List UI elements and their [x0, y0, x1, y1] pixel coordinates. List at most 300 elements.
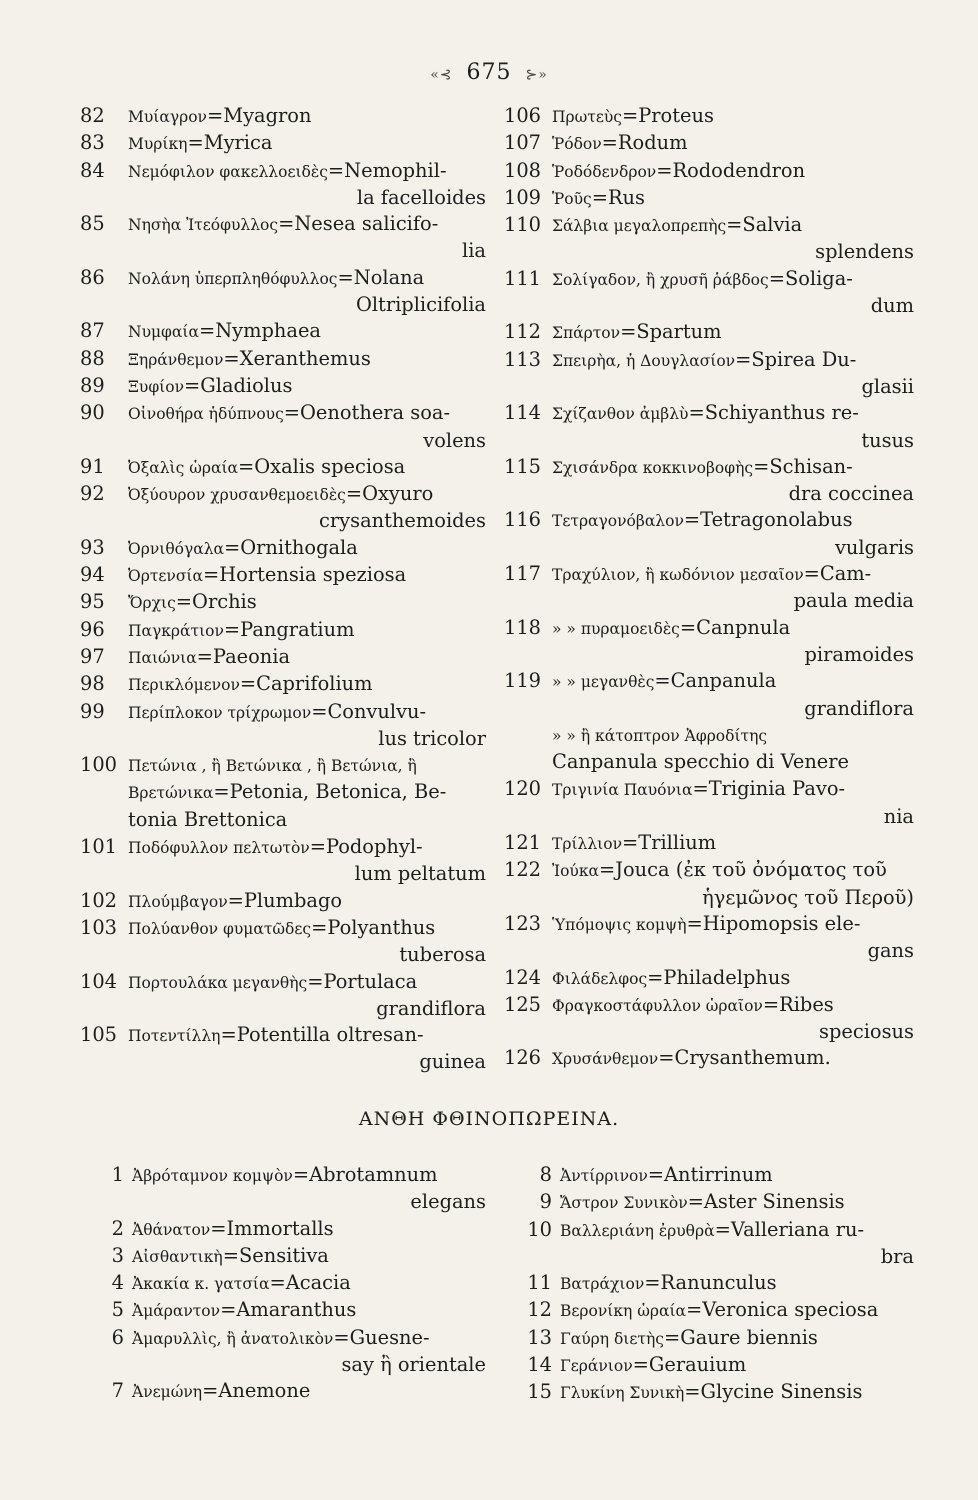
greek-name: Ῥοῦς: [552, 189, 592, 208]
entry-text: [128, 400, 486, 427]
entry-number: 102: [80, 888, 118, 912]
greek-name: Ἀμαρυλλὶς, ἢ ἀνατολικὸν: [132, 1329, 334, 1348]
latin-name: Anemone: [218, 1379, 311, 1403]
entry-number: 87: [80, 319, 105, 343]
latin-name: Cam-: [819, 562, 872, 586]
entry-text: [552, 911, 914, 938]
entry-number: 5: [111, 1298, 124, 1322]
entry-text: [128, 454, 486, 481]
greek-name: Παιώνια: [128, 648, 197, 667]
entry-text: [128, 779, 486, 806]
entry-continuation: dra coccinea: [788, 482, 914, 506]
entry-number: 118: [504, 615, 542, 639]
entry-text: [560, 1217, 914, 1244]
list-item: [504, 722, 914, 749]
greek-name: Ῥόδον: [552, 135, 602, 154]
entry-continuation: volens: [423, 428, 486, 452]
latin-name: Portulaca: [323, 969, 418, 993]
list-item: [80, 888, 486, 915]
latin-name: Myagron: [223, 104, 312, 127]
entry-continuation: glasii: [861, 374, 914, 398]
equals-sign: =: [223, 617, 241, 641]
list-item: [80, 562, 486, 589]
greek-name: Σπειρὴα, ἡ Δουγλασίον: [552, 351, 736, 370]
entry-continuation: tuberosa: [399, 943, 486, 967]
entry-number: 2: [111, 1216, 124, 1240]
greek-name: Νολάνη ὑπερπληθόφυλλος: [128, 269, 338, 288]
entry-text: [128, 834, 486, 861]
latin-name: Philadelphus: [663, 965, 791, 989]
list-item: [80, 969, 486, 996]
list-item: [80, 1216, 486, 1243]
entry-continuation: gans: [867, 939, 914, 963]
latin-name: Glycine Sinensis: [700, 1380, 863, 1404]
latin-name: Triginia Pavo-: [708, 777, 846, 801]
list-item: [80, 158, 486, 185]
entry-text: [128, 671, 486, 698]
greek-name: Ξηράνθεμον: [128, 350, 224, 369]
latin-name: Hipomopsis ele-: [702, 911, 861, 935]
equals-sign: =: [202, 563, 220, 587]
latin-name: Spirea Du-: [751, 347, 857, 371]
latin-name: Gerauium: [648, 1353, 747, 1377]
entry-number: 93: [80, 535, 105, 559]
equals-sign: =: [311, 915, 328, 939]
list-item: [80, 535, 486, 562]
latin-name: Oenothera soa-: [300, 401, 451, 425]
list-item: [80, 1378, 486, 1405]
entry-text: [560, 1297, 914, 1324]
list-item: [504, 103, 914, 130]
equals-sign: =: [337, 265, 354, 289]
entry-text: [128, 807, 486, 834]
latin-name: Rododendron: [672, 158, 806, 182]
autumn-right-column: [508, 1162, 914, 1407]
latin-name: Ornithogala: [240, 535, 358, 559]
greek-name: Νησὴα Ἰτεόφυλλος: [128, 216, 279, 235]
greek-name: » » ἢ κάτοπτρον Ἀφροδίτης: [552, 726, 768, 745]
equals-sign: =: [753, 454, 770, 478]
entry-text: [560, 1270, 914, 1297]
entry-text: [128, 158, 486, 185]
ornament-right: ⊱»: [525, 67, 548, 83]
entry-number: 92: [80, 482, 105, 506]
entry-number: [504, 749, 552, 776]
list-item: [80, 265, 486, 292]
equals-sign: =: [307, 969, 324, 993]
equals-sign: =: [684, 1380, 701, 1404]
list-item: [504, 158, 914, 185]
latin-name: Jouca (ἐκ τοῦ ὀνόματος τοῦ: [615, 858, 887, 882]
list-item: [80, 779, 486, 806]
equals-sign: =: [202, 1379, 219, 1403]
entry-text: [552, 749, 914, 776]
entry-text: [132, 1378, 486, 1405]
equals-sign: =: [735, 347, 752, 371]
latin-name: Gaure biennis: [680, 1325, 818, 1349]
greek-name: Ἀθάνατον: [132, 1220, 211, 1239]
entry-number: 15: [527, 1380, 552, 1404]
latin-name: Soliga-: [784, 266, 853, 290]
greek-name: Περικλόμενον: [128, 676, 240, 695]
entry-text: [132, 1243, 486, 1270]
greek-name: Φιλάδελφος: [552, 969, 648, 988]
entry-number: 7: [111, 1379, 124, 1403]
entry-number: 123: [504, 911, 542, 935]
entry-number: 91: [80, 454, 105, 478]
latin-name: Salvia: [742, 213, 803, 237]
list-item: [80, 834, 486, 861]
entry-number: 9: [539, 1190, 552, 1214]
entry-number: 113: [504, 347, 542, 371]
equals-sign: =: [237, 454, 255, 478]
equals-sign: =: [223, 346, 240, 370]
entry-continuation: lus tricolor: [378, 726, 486, 750]
greek-name: » » πυραμοειδὲς: [552, 619, 680, 638]
equals-sign: =: [803, 562, 820, 586]
greek-name: Ποτεντίλλη: [128, 1027, 221, 1046]
list-item: [80, 1325, 486, 1352]
list-item: [508, 1217, 914, 1244]
list-item: [504, 507, 914, 534]
list-item: [504, 347, 914, 374]
equals-sign: =: [622, 831, 639, 855]
entry-continuation: guinea: [419, 1050, 486, 1074]
entry-number: 83: [80, 131, 105, 155]
list-item: [80, 617, 486, 644]
entry-number: 100: [80, 753, 118, 777]
greek-name: Βερονίκη ὡραία: [560, 1302, 687, 1321]
equals-sign: =: [692, 777, 709, 801]
latin-name: Pangratium: [240, 617, 355, 641]
greek-name: Περίπλοκον τρίχρωμον: [128, 703, 312, 722]
entry-text: [552, 965, 914, 992]
list-item: [508, 1379, 914, 1406]
entry-number: 124: [504, 965, 542, 989]
greek-name: Βατράχιον: [560, 1275, 645, 1294]
entry-text: [132, 1325, 486, 1352]
latin-name: Nolana: [353, 265, 425, 289]
equals-sign: =: [278, 212, 295, 236]
entry-text: [552, 857, 914, 884]
equals-sign: =: [239, 672, 257, 696]
right-column: [504, 103, 914, 1073]
equals-sign: =: [345, 482, 363, 506]
latin-name: Nemophil-: [344, 158, 447, 182]
list-item: [504, 185, 914, 212]
equals-sign: =: [663, 1325, 681, 1349]
entry-continuation: crysanthemoides: [319, 509, 486, 533]
entry-number: 110: [504, 213, 542, 237]
list-item: [504, 857, 914, 884]
latin-name: Proteus: [638, 104, 714, 127]
list-item: [508, 1297, 914, 1324]
latin-name: Sensitiva: [238, 1243, 329, 1267]
entry-number: 89: [80, 373, 105, 397]
equals-sign: =: [714, 1217, 731, 1241]
entry-continuation: say ἢ orientale: [341, 1353, 486, 1377]
greek-name: Πρωτεὺς: [552, 108, 622, 126]
entry-continuation: piramoides: [804, 642, 914, 666]
entry-continuation: speciosus: [819, 1020, 914, 1044]
entry-text: [552, 400, 914, 427]
entry-text: [552, 454, 914, 481]
equals-sign: =: [644, 1271, 661, 1295]
list-item: [504, 319, 914, 346]
list-item: [504, 776, 914, 803]
entry-continuation: la facelloides: [356, 185, 486, 209]
equals-sign: =: [658, 1046, 675, 1070]
entry-number: 11: [527, 1271, 552, 1295]
entry-text: [560, 1379, 914, 1406]
greek-name: Μυρίκη: [128, 135, 188, 154]
latin-name: Antirrinum: [664, 1163, 773, 1186]
equals-sign: =: [647, 1163, 664, 1186]
entry-text: [560, 1162, 914, 1189]
page-number: 675: [466, 60, 512, 85]
greek-name: Πολύανθον φυματῶδες: [128, 919, 312, 938]
list-item: [80, 481, 486, 508]
greek-name: Πορτουλάκα μεγανθὴς: [128, 973, 308, 992]
list-item: [80, 807, 486, 834]
entry-text: [128, 318, 486, 345]
entry-number: 99: [80, 699, 105, 723]
latin-name: Gladiolus: [200, 373, 293, 397]
entry-continuation: grandiflora: [376, 996, 486, 1020]
latin-name: Amaranthus: [236, 1298, 357, 1322]
list-item: [504, 400, 914, 427]
entry-number: 114: [504, 401, 542, 425]
list-item: [504, 212, 914, 239]
entry-number: [504, 722, 552, 749]
equals-sign: =: [213, 780, 230, 804]
entry-text: [128, 535, 486, 562]
equals-sign: =: [687, 1190, 704, 1214]
equals-sign: =: [656, 158, 673, 182]
equals-sign: =: [196, 644, 213, 668]
equals-sign: =: [621, 104, 639, 127]
list-item: [80, 915, 486, 942]
latin-name: Acacia: [285, 1271, 351, 1295]
greek-name: Ὀξύουρον χρυσανθεμοειδὲς: [128, 486, 346, 505]
latin-name: Ranunculus: [660, 1271, 777, 1295]
latin-name: Polyanthus: [327, 915, 436, 939]
latin-name: Spartum: [636, 320, 722, 344]
equals-sign: =: [283, 401, 300, 425]
latin-name: Convulvu-: [327, 699, 427, 723]
greek-name: Σάλβια μεγαλοπρεπὴς: [552, 217, 727, 236]
entry-number: 106: [504, 104, 542, 127]
entry-text: [128, 373, 486, 400]
latin-name: Oxyuro: [362, 482, 434, 506]
entry-number: 101: [80, 835, 118, 859]
entry-number: 103: [80, 915, 118, 939]
greek-name: Ὀξαλὶς ὡραία: [128, 458, 238, 477]
greek-name: Πετώνια , ἢ Βετώνικα , ἢ Βετώνια, ἢ: [128, 757, 417, 776]
entry-text: [560, 1189, 914, 1216]
entry-number: 117: [504, 562, 542, 586]
entry-text: [128, 752, 486, 779]
list-item: [504, 561, 914, 588]
entry-number: 126: [504, 1046, 542, 1070]
entry-number: 98: [80, 672, 105, 696]
entry-text: [128, 103, 486, 130]
latin-name: Immortalls: [226, 1216, 334, 1240]
equals-sign: =: [269, 1271, 286, 1295]
equals-sign: =: [601, 131, 618, 155]
entry-text: [552, 830, 914, 857]
entry-number: 6: [111, 1325, 124, 1349]
entry-text: [128, 888, 486, 915]
entry-number: 14: [527, 1353, 552, 1377]
equals-sign: =: [227, 888, 244, 912]
entry-continuation: lia: [462, 239, 486, 263]
equals-sign: =: [686, 911, 703, 935]
greek-name: Σχισάνδρα κοκκινοβοφὴς: [552, 458, 754, 477]
greek-name: Τραχύλιον, ἢ κωδόνιον μεσαῖον: [552, 566, 804, 585]
latin-name: Schiyanthus re-: [704, 401, 859, 425]
entry-number: 10: [527, 1217, 552, 1241]
entry-text: [552, 1045, 914, 1072]
entry-continuation: dum: [870, 294, 914, 318]
latin-name: Guesne-: [349, 1325, 430, 1349]
entry-text: [552, 158, 914, 185]
latin-name: Potentilla oltresan-: [236, 1023, 424, 1047]
equals-sign: =: [647, 965, 664, 989]
entry-text: [128, 699, 486, 726]
greek-name: Ποδόφυλλον πελτωτὸν: [128, 839, 310, 858]
entry-number: 95: [80, 590, 105, 614]
latin-name: Petonia, Betonica, Be-: [229, 780, 447, 804]
list-item: [504, 454, 914, 481]
entry-text: [128, 617, 486, 644]
list-item: [80, 1162, 486, 1189]
entry-number: 115: [504, 454, 542, 478]
entry-continuation: lum peltatum: [354, 862, 486, 886]
equals-sign: =: [762, 992, 780, 1016]
list-item: [80, 699, 486, 726]
equals-sign: =: [311, 699, 328, 723]
greek-name: Ὑπόμοψις κομψὴ: [552, 915, 687, 934]
entry-number: 105: [80, 1023, 118, 1047]
list-item: [504, 130, 914, 157]
entry-number: 94: [80, 563, 105, 587]
latin-name: Caprifolium: [256, 672, 373, 696]
entry-number: 108: [504, 158, 542, 182]
greek-name: Ὀρτενσία: [128, 567, 203, 586]
entry-number: 107: [504, 131, 542, 155]
equals-sign: =: [198, 319, 216, 343]
entry-text: [552, 722, 914, 749]
entry-text: [128, 265, 486, 292]
latin-name: Canpanula specchio di Venere: [552, 750, 850, 774]
greek-name: Τρίλλιον: [552, 835, 623, 854]
entry-number: [80, 779, 128, 806]
equals-sign: =: [220, 1298, 237, 1322]
equals-sign: =: [686, 1298, 703, 1322]
latin-name: Canpnula: [696, 615, 791, 639]
entry-number: 84: [80, 158, 105, 182]
list-item: [80, 454, 486, 481]
list-item: [80, 589, 486, 616]
entry-continuation: nia: [883, 804, 914, 828]
greek-name: Ῥοδόδενδρον: [552, 162, 657, 181]
entry-text: [128, 644, 486, 671]
greek-name: Ἰούκα: [552, 862, 599, 881]
greek-name: Ὀρνιθόγαλα: [128, 539, 225, 558]
list-item: [80, 130, 486, 157]
greek-name: Βρετώνικα: [128, 784, 214, 803]
list-item: [504, 830, 914, 857]
equals-sign: =: [187, 131, 204, 155]
entry-text: [128, 562, 486, 589]
list-item: [80, 211, 486, 238]
latin-name: Abrotamnum: [309, 1163, 438, 1186]
list-item: [504, 749, 914, 776]
entry-number: 104: [80, 969, 118, 993]
latin-name: Orchis: [192, 590, 257, 614]
greek-name: Σολίγαδον, ἢ χρυσῆ ῥάβδος: [552, 270, 769, 289]
list-item: [80, 103, 486, 130]
entry-number: 3: [111, 1243, 124, 1267]
greek-name: Νεμόφιλον φακελλοειδὲς: [128, 162, 328, 181]
latin-name: Nesea salicifo-: [294, 212, 439, 236]
entry-text: [132, 1297, 486, 1324]
greek-name: Τριγινία Παυόνια: [552, 781, 693, 800]
latin-name: Ribes: [779, 992, 834, 1016]
entry-number: 119: [504, 669, 542, 693]
entry-number: 1: [111, 1163, 124, 1186]
greek-name: Βαλλεριάνη ἐρυθρὰ: [560, 1221, 715, 1240]
latin-name: Veronica speciosa: [702, 1298, 879, 1322]
greek-name: Τετραγονόβαλον: [552, 512, 684, 531]
equals-sign: =: [683, 508, 701, 532]
greek-name: Οἰνοθήρα ἡδύπνους: [128, 405, 284, 424]
latin-name: Myrica: [203, 131, 273, 155]
entry-continuation: vulgaris: [834, 535, 914, 559]
list-item: [80, 346, 486, 373]
entry-text: [552, 347, 914, 374]
entry-number: 88: [80, 346, 105, 370]
latin-name: Rus: [607, 185, 645, 209]
latin-name: Aster Sinensis: [703, 1190, 845, 1214]
entry-continuation: Oltriplicifolia: [355, 293, 486, 317]
greek-name: Παγκράτιον: [128, 621, 224, 640]
list-item: [80, 752, 486, 779]
equals-sign: =: [632, 1353, 649, 1377]
greek-name: Νυμφαία: [128, 323, 199, 342]
latin-name: Valleriana ru-: [730, 1217, 865, 1241]
greek-name: Ἀντίρρινον: [560, 1167, 648, 1185]
left-column: [80, 103, 486, 1076]
latin-name: tonia Brettonica: [128, 807, 288, 831]
entry-text: [552, 615, 914, 642]
entry-text: [552, 776, 914, 803]
entry-text: [560, 1352, 914, 1379]
greek-name: Ἄστρον Συνικὸν: [560, 1194, 688, 1213]
entry-number: 8: [539, 1163, 552, 1186]
list-item: [80, 1022, 486, 1049]
entry-number: 125: [504, 992, 542, 1016]
greek-name: Πλούμβαγον: [128, 892, 228, 911]
autumn-left-column: [80, 1162, 486, 1406]
list-item: [508, 1325, 914, 1352]
latin-name: Plumbago: [243, 888, 343, 912]
list-item: [504, 992, 914, 1019]
latin-name: Nymphaea: [215, 319, 321, 343]
entry-text: [552, 668, 914, 695]
entry-number: 86: [80, 265, 105, 289]
